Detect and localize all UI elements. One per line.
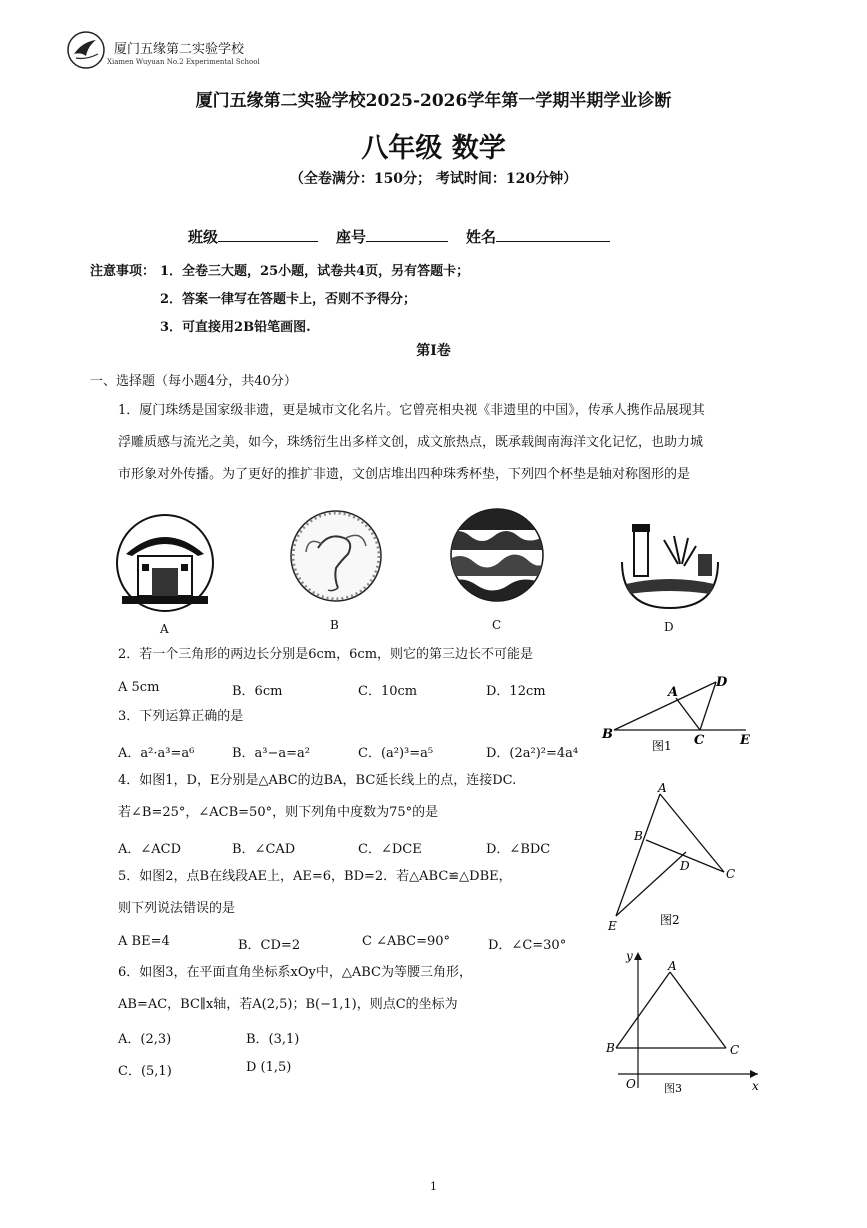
q1-line-1: 1．厦门珠绣是国家级非遗，更是城市文化名片。它曾亮相央视《非遗里的中国》，传承人携作品展现其 (118, 403, 705, 418)
fig1-point-b: B (602, 727, 613, 742)
note-item-1: 1．全卷三大题，25小题，试卷共4页，另有答题卡； (160, 264, 470, 279)
school-name: 厦门五缘第二实验学校 (114, 42, 245, 57)
q1-line-3: 市形象对外传播。为了更好的推扩非遗，文创店堆出四种珠秀杯垫，下列四个杯垫是轴对称图形的是 (118, 467, 691, 482)
fig1-point-e: E (740, 733, 750, 748)
q2-option-c[interactable]: C．10cm (358, 684, 418, 699)
school-logo (66, 30, 106, 70)
fig2-point-a: A (658, 781, 667, 795)
coaster-c-image (446, 506, 548, 604)
fig3-axis-y: y (626, 949, 633, 963)
coaster-b-image (288, 508, 384, 604)
volume-title: 第Ⅰ卷 (416, 343, 451, 359)
q4-option-c[interactable]: C．∠DCE (358, 842, 422, 857)
fig3-axis-x: x (752, 1079, 759, 1093)
name-label: 姓名 (466, 228, 497, 246)
fig1-point-d: D (716, 675, 728, 690)
q5-line-2: 则下列说法错误的是 (118, 901, 236, 916)
fig1-point-a: A (668, 685, 679, 700)
coaster-a-label: A (160, 622, 169, 636)
fig2-point-d: D (680, 859, 690, 873)
q5-option-c[interactable]: C ∠ABC=90° (362, 934, 451, 949)
q6-option-c[interactable]: C．(5,1) (118, 1064, 172, 1079)
fig3-point-a: A (668, 959, 677, 973)
q2-option-a[interactable]: A 5cm (118, 680, 160, 695)
q4-option-a[interactable]: A．∠ACD (118, 842, 182, 857)
q3-option-a[interactable]: A．a²·a³=a⁶ (118, 746, 195, 761)
q4-line-1: 4．如图1，D，E分别是△ABC的边BA，BC延长线上的点，连接DC. (118, 773, 517, 788)
note-item-2: 2．答案一律写在答题卡上，否则不予得分； (160, 292, 417, 307)
fig2-caption: 图2 (660, 913, 680, 927)
q3-option-c[interactable]: C．(a²)³=a⁵ (358, 746, 434, 761)
coaster-c-label: C (492, 618, 502, 632)
page-number: 1 (430, 1180, 437, 1193)
exam-info: （全卷满分：150分； 考试时间：120分钟） (289, 171, 578, 187)
name-field (466, 226, 610, 247)
fig2-point-e: E (608, 919, 617, 933)
q3-option-b[interactable]: B．a³−a=a² (232, 746, 311, 761)
q5-option-b[interactable]: B．CD=2 (238, 938, 301, 953)
seat-field (336, 226, 448, 247)
school-name-en: Xiamen Wuyuan No.2 Experimental School (107, 58, 260, 66)
q6-option-a[interactable]: A．(2,3) (118, 1032, 172, 1047)
note-item-3: 3．可直接用2B铅笔画图. (160, 320, 311, 335)
figure-1 (596, 668, 766, 758)
q3-stem: 3．下列运算正确的是 (118, 709, 244, 724)
figure-3 (598, 948, 764, 1096)
q4-option-b[interactable]: B．∠CAD (232, 842, 296, 857)
section-title: 一、选择题（每小题4分，共40分） (90, 374, 297, 389)
q4-line-2: 若∠B=25°，∠ACB=50°，则下列角中度数为75°的是 (118, 805, 439, 820)
figure-2 (600, 776, 750, 936)
q6-option-d[interactable]: D (1,5) (246, 1060, 292, 1075)
q6-line-2: AB=AC，BC∥x轴，若A(2,5)；B(−1,1)，则点C的坐标为 (118, 997, 458, 1012)
seat-label: 座号 (336, 228, 367, 246)
class-field (188, 226, 318, 247)
q5-option-d[interactable]: D．∠C=30° (488, 938, 567, 953)
fig3-origin-o: O (626, 1077, 636, 1091)
coaster-a-image (112, 512, 218, 614)
fig2-point-b: B (634, 829, 643, 843)
class-blank[interactable] (218, 227, 318, 242)
q4-option-d[interactable]: D．∠BDC (486, 842, 551, 857)
subject-title: 八年级 数学 (361, 133, 506, 164)
coaster-d-label: D (664, 620, 674, 634)
fig3-point-c: C (730, 1043, 740, 1057)
fig3-point-b: B (606, 1041, 615, 1055)
exam-title: 厦门五缘第二实验学校2025-2026学年第一学期半期学业诊断 (195, 91, 672, 111)
q1-line-2: 浮雕质感与流光之美，如今，珠绣衍生出多样文创，成文旅热点，既承载闽南海洋文化记忆，也助力城 (118, 435, 704, 450)
q5-line-1: 5．如图2，点B在线段AE上，AE=6，BD=2．若△ABC≌△DBE， (118, 869, 512, 884)
seat-blank[interactable] (366, 227, 448, 242)
q6-option-b[interactable]: B．(3,1) (246, 1032, 300, 1047)
q2-option-d[interactable]: D．12cm (486, 684, 546, 699)
fig2-point-c: C (726, 867, 736, 881)
class-label: 班级 (188, 228, 219, 246)
q3-option-d[interactable]: D．(2a²)²=4a⁴ (486, 746, 579, 761)
name-blank[interactable] (496, 227, 610, 242)
notes-label: 注意事项： (90, 264, 156, 279)
fig3-caption: 图3 (664, 1082, 682, 1095)
fig1-caption: 图1 (652, 739, 672, 753)
coaster-b-label: B (330, 618, 339, 632)
q2-stem: 2．若一个三角形的两边长分别是6cm，6cm，则它的第三边长不可能是 (118, 647, 534, 662)
fig1-point-c: C (694, 733, 705, 748)
q6-line-1: 6．如图3，在平面直角坐标系xOy中，△ABC为等腰三角形， (118, 965, 473, 980)
coaster-d-image (618, 520, 722, 612)
q2-option-b[interactable]: B．6cm (232, 684, 283, 699)
q5-option-a[interactable]: A BE=4 (118, 934, 170, 949)
